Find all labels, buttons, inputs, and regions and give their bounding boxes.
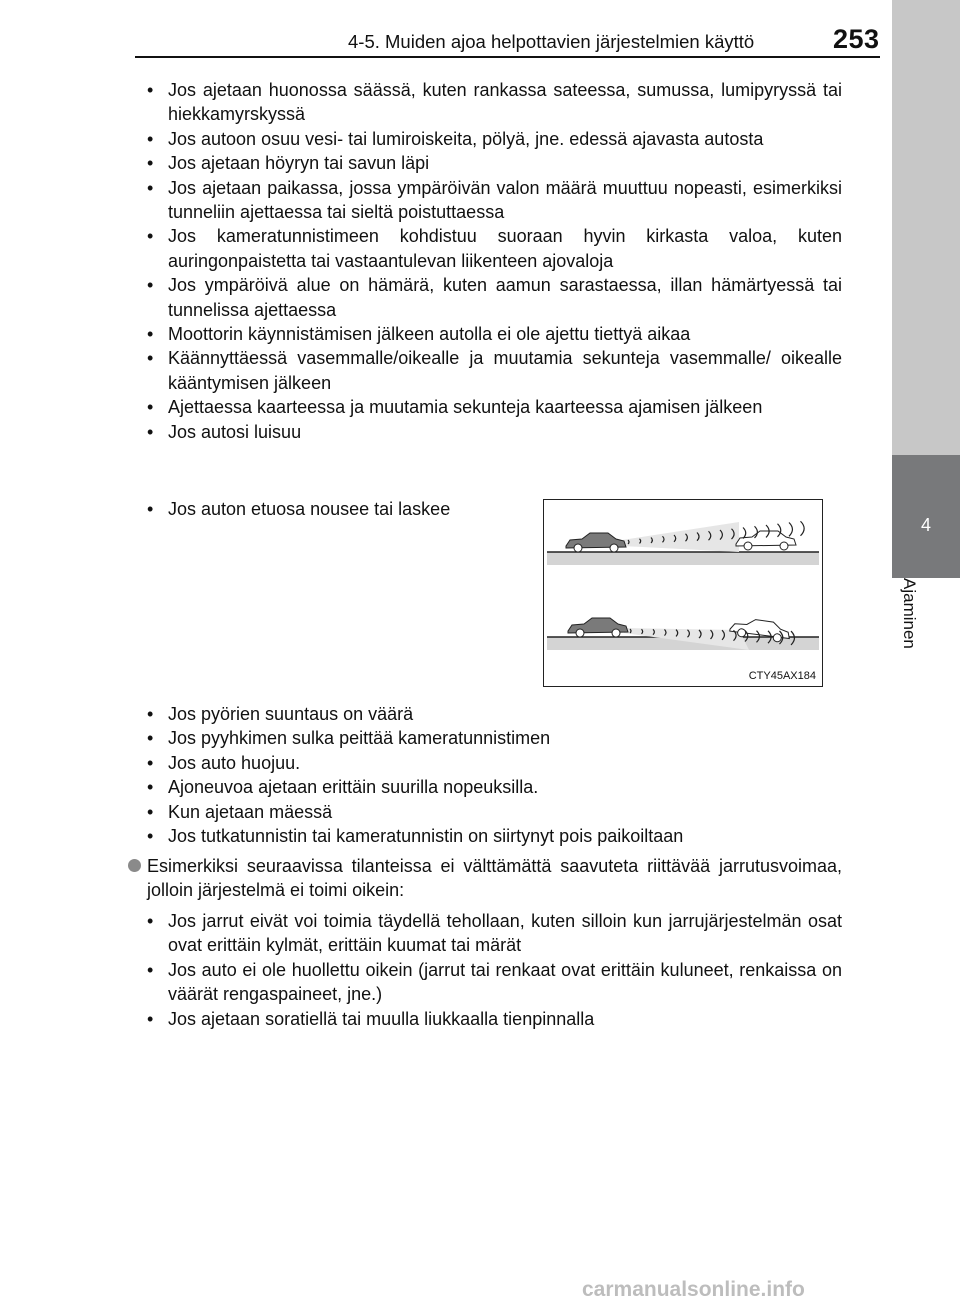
list-item: • Ajoneuvoa ajetaan erittäin suurilla nopeuksilla.: [147, 775, 842, 799]
list-item: • Jos auto huojuu.: [147, 751, 842, 775]
list-item: • Jos pyörien suuntaus on väärä: [147, 702, 842, 726]
car-sensor-illustration: [544, 500, 821, 685]
list-item: • Kun ajetaan mäessä: [147, 800, 842, 824]
list-item: • Jos auto ei ole huollettu oikein (jarrut tai renkaat ovat erittäin kuluneet, renkaissa on väärät rengaspaineet, jne.): [147, 959, 842, 1005]
bullet: •: [147, 80, 154, 100]
bullet: •: [147, 728, 154, 749]
bullet: •: [147, 421, 154, 442]
bullet-list-more-conditions: [147, 702, 842, 848]
car-icon: [566, 533, 626, 552]
bullet-list-figure-item: [147, 497, 517, 521]
bullet: •: [147, 177, 154, 198]
list-item: • Jos autoon osuu vesi- tai lumiroiskeita, pölyä, jne. edessä ajavasta autosta: [147, 127, 842, 151]
list-item: • Jos ajetaan höyryn tai savun läpi: [147, 151, 842, 175]
car-icon: [568, 618, 628, 637]
figure-code: CTY45AX184: [748, 670, 816, 682]
page-number: 253: [833, 24, 880, 54]
list-item: • Jos ajetaan soratiellä tai muulla liukkaalla tienpinnalla: [147, 1007, 842, 1031]
list-item: • Jos jarrut eivät voi toimia täydellä tehollaan, kuten silloin kun jarrujärjestelmän osat ovat erittäin kylmät, erittäin kuumat tai märät: [147, 911, 842, 956]
bullet: •: [147, 801, 154, 822]
bullet: •: [147, 153, 154, 174]
list-item: • Jos kameratunnistimeen kohdistuu suoraan hyvin kirkasta valoa, kuten auringonpaistetta tai vastaantulevan liikenteen ajovaloja: [147, 226, 842, 271]
bullet: •: [147, 348, 154, 369]
list-item: • Käännyttäessä vasemmalle/oikealle ja muutamia sekunteja vasemmalle/ oikealle kääntymisen jälkeen: [147, 348, 842, 393]
brake-force-paragraph: Esimerkiksi seuraavissa tilanteissa ei välttämättä saavuteta riittävää jarrutusvoimaa, jolloin järjestelmä ei toimi oikein:: [147, 854, 842, 903]
list-item: • Jos ympäröivä alue on hämärä, kuten aamun sarastaessa, illan hämärtyessä tai tunnelissa ajettaessa: [147, 275, 842, 320]
bullet-list-brake-conditions: [147, 909, 842, 1031]
side-tab-background: [892, 0, 960, 455]
list-item: • Jos auton etuosa nousee tai laskee: [147, 497, 517, 521]
bullet: •: [147, 911, 154, 931]
bullet: •: [147, 752, 154, 773]
bullet-list-conditions: [147, 78, 842, 444]
bullet: •: [147, 777, 154, 798]
list-item: • Jos ajetaan huonossa säässä, kuten rankassa sateessa, sumussa, lumipyryssä tai hiekkamyrskyssä: [147, 80, 842, 125]
list-item: • Ajettaessa kaarteessa ja muutamia sekunteja kaarteessa ajamisen jälkeen: [147, 395, 842, 419]
bullet: •: [147, 397, 154, 418]
list-item: • Jos tutkatunnistin tai kameratunnistin on siirtynyt pois paikoiltaan: [147, 824, 842, 848]
bullet: •: [147, 1008, 154, 1029]
bullet: •: [147, 499, 154, 519]
sensor-wave: [801, 521, 805, 536]
bullet: •: [147, 226, 154, 247]
chapter-number: 4: [920, 515, 931, 535]
list-item: • Jos ajetaan paikassa, jossa ympäröivän valon määrä muuttuu nopeasti, esimerkiksi tunneliin ajettaessa tai sieltä poistuttaessa: [147, 177, 842, 223]
chapter-label: Ajaminen: [900, 578, 919, 649]
bullet: •: [147, 324, 154, 345]
bullet: •: [147, 826, 154, 847]
sensor-wave: [789, 523, 792, 537]
list-item: • Jos pyyhkimen sulka peittää kameratunnistimen: [147, 726, 842, 750]
header-title: 4-5. Muiden ajoa helpottavien järjestelmien käyttö: [348, 31, 755, 52]
bullet: •: [147, 275, 154, 296]
header-rule: [135, 56, 880, 58]
sensor-wave: [743, 528, 746, 539]
bullet: •: [147, 704, 154, 724]
bullet: •: [147, 128, 154, 149]
car-icon: [736, 531, 796, 550]
list-item: • Moottorin käynnistämisen jälkeen autolla ei ole ajettu tiettyä aikaa: [147, 322, 842, 346]
section-bullet-icon: [128, 859, 141, 872]
illustration-car-pitch: [543, 499, 823, 687]
bullet: •: [147, 959, 154, 980]
watermark: carmanualsonline.info: [582, 1278, 805, 1301]
list-item: • Jos autosi luisuu: [147, 420, 842, 444]
